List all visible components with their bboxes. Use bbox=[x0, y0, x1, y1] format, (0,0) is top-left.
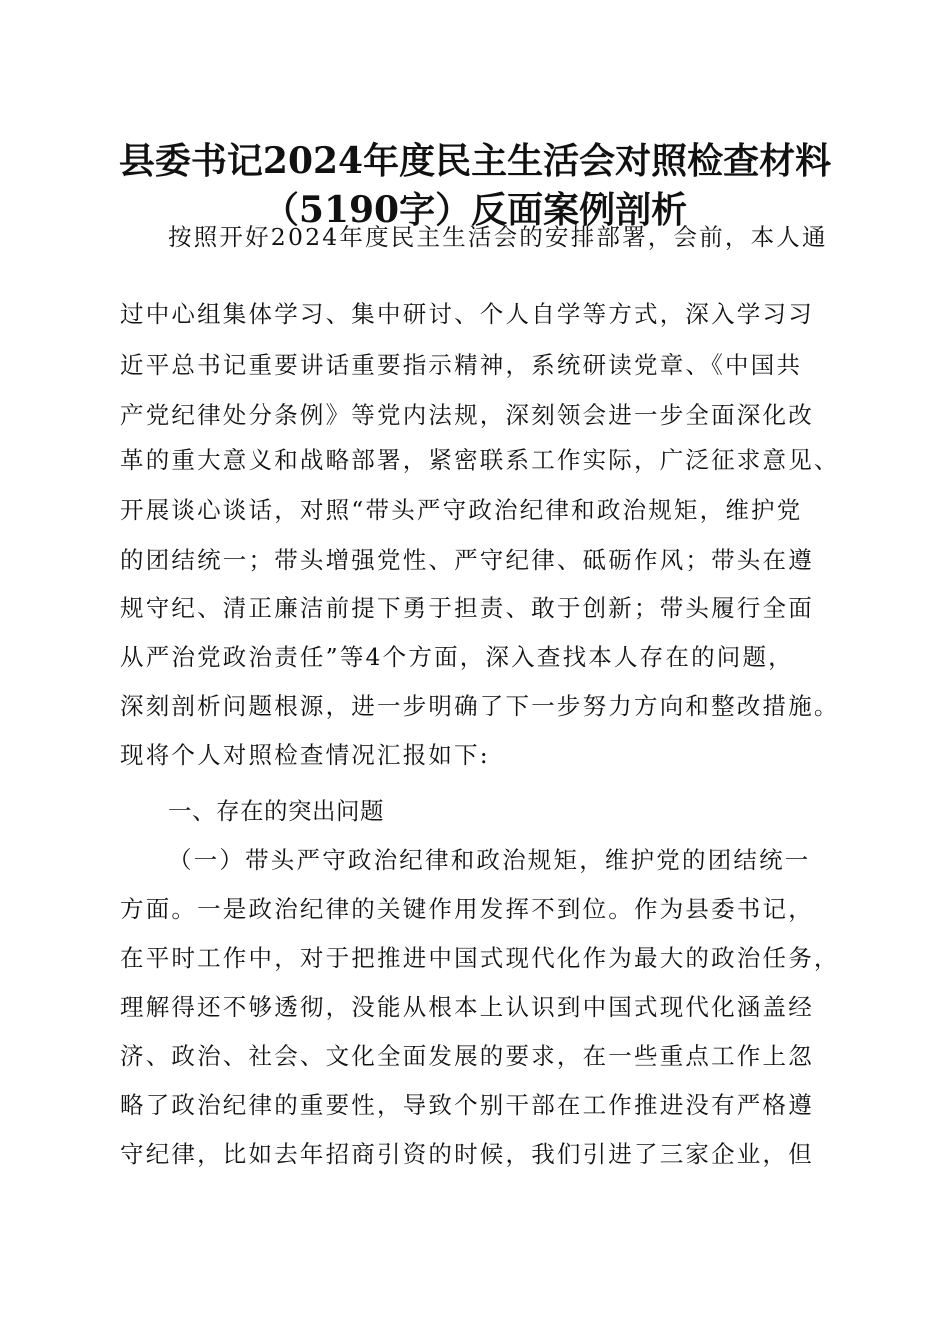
paragraph-2-line-1: （一）带头严守政治纪律和政治规矩，维护党的团结统一 bbox=[168, 846, 811, 874]
paragraph-2-line-7: 守纪律，比如去年招商引资的时候，我们引进了三家企业，但 bbox=[120, 1140, 814, 1168]
paragraph-2-line-5: 济、政治、社会、文化全面发展的要求，在一些重点工作上忽 bbox=[120, 1042, 814, 1070]
paragraph-1-line-8: 规守纪、清正廉洁前提下勇于担责、敢于创新；带头履行全面 bbox=[120, 594, 814, 622]
paragraph-1-line-11: 现将个人对照检查情况汇报如下: bbox=[120, 741, 490, 769]
paragraph-2-line-4: 理解得还不够透彻，没能从根本上认识到中国式现代化涵盖经 bbox=[120, 993, 814, 1021]
paragraph-1-line-10: 深刻剖析问题根源，进一步明确了下一步努力方向和整改措施。 bbox=[120, 692, 840, 720]
paragraph-2-line-3: 在平时工作中，对于把推进中国式现代化作为最大的政治任务， bbox=[120, 944, 840, 972]
document-title-line-2: （5190字）反面案例剖析 bbox=[262, 189, 688, 231]
paragraph-1-line-3: 近平总书记重要讲话重要指示精神，系统研读党章、《中国共 bbox=[120, 351, 803, 379]
paragraph-1-line-9: 从严治党政治责任”等4个方面，深入查找本人存在的问题， bbox=[120, 643, 794, 671]
paragraph-1-line-1: 按照开好2024年度民主生活会的安排部署，会前，本人通 bbox=[168, 223, 828, 251]
paragraph-1-line-5: 革的重大意义和战略部署，紧密联系工作实际，广泛征求意见、 bbox=[120, 446, 840, 474]
paragraph-2-line-2: 方面。一是政治纪律的关键作用发挥不到位。作为县委书记， bbox=[120, 895, 814, 923]
paragraph-1-line-7: 的团结统一；带头增强党性、严守纪律、砥砺作风；带头在遵 bbox=[120, 546, 814, 574]
paragraph-2-line-6: 略了政治纪律的重要性，导致个别干部在工作推进没有严格遵 bbox=[120, 1091, 814, 1119]
paragraph-1-line-6: 开展谈心谈话，对照“带头严守政治纪律和政治规矩，维护党 bbox=[120, 496, 803, 524]
section-heading: 一、存在的突出问题 bbox=[168, 797, 384, 825]
document-title-line-1: 县委书记2024年度民主生活会对照检查材料 bbox=[118, 140, 832, 182]
paragraph-1-line-4: 产党纪律处分条例》等党内法规，深刻领会进一步全面深化改 bbox=[120, 401, 814, 429]
paragraph-1-line-2: 过中心组集体学习、集中研讨、个人自学等方式，深入学习习 bbox=[120, 300, 814, 328]
